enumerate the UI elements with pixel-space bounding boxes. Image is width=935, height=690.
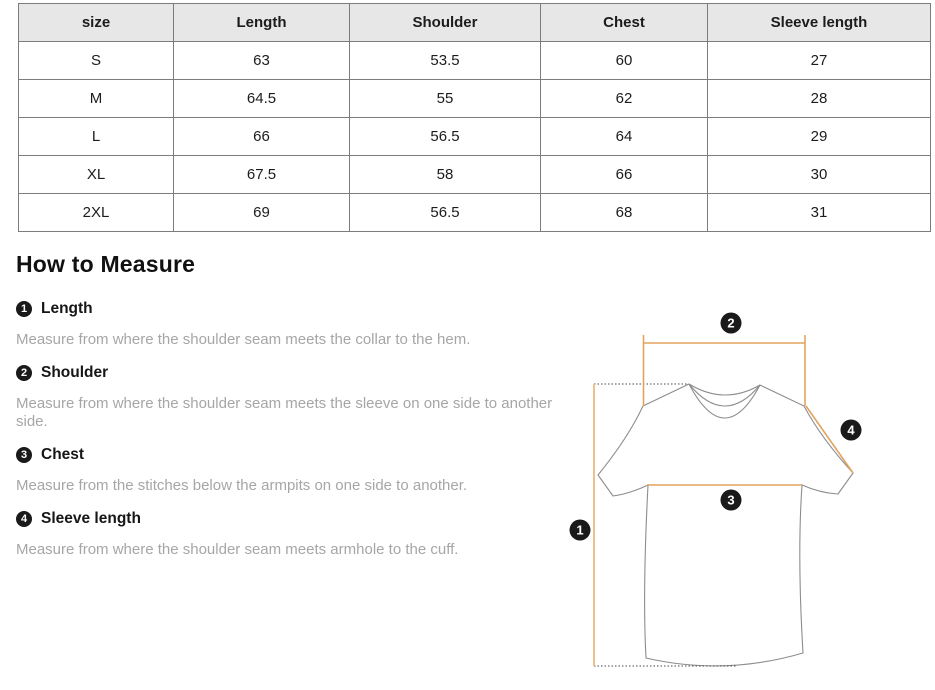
length-cell: 69 bbox=[174, 194, 350, 232]
size-cell: 2XL bbox=[19, 194, 174, 232]
measure-item-label: Chest bbox=[41, 446, 85, 463]
marker-1 bbox=[570, 520, 591, 541]
chest-cell: 68 bbox=[541, 194, 708, 232]
measure-item-label: Length bbox=[41, 300, 93, 317]
tshirt-measurement-diagram bbox=[565, 288, 935, 690]
marker-2-number: 2 bbox=[727, 315, 735, 331]
sleeve-cell: 29 bbox=[708, 118, 931, 156]
chest-cell: 66 bbox=[541, 156, 708, 194]
shoulder-cell: 56.5 bbox=[350, 194, 541, 232]
marker-3-number: 3 bbox=[727, 492, 735, 508]
size-cell: L bbox=[19, 118, 174, 156]
measure-item-label: Shoulder bbox=[41, 364, 109, 381]
marker-1-number: 1 bbox=[576, 522, 584, 538]
step-1-badge: 1 bbox=[16, 301, 32, 317]
sleeve-cell: 28 bbox=[708, 80, 931, 118]
measure-item-sleeve-length bbox=[16, 510, 576, 528]
measure-item-shoulder bbox=[16, 364, 576, 382]
step-3-badge: 3 bbox=[16, 447, 32, 463]
table-row-m bbox=[19, 80, 931, 118]
length-cell: 66 bbox=[174, 118, 350, 156]
measure-item-label: Sleeve length bbox=[41, 510, 141, 527]
shoulder-cell: 53.5 bbox=[350, 42, 541, 80]
size-chart-table bbox=[18, 3, 931, 232]
marker-2 bbox=[721, 313, 742, 334]
measure-section bbox=[0, 288, 935, 690]
table-row-xl bbox=[19, 156, 931, 194]
measure-item-description: Measure from where the shoulder seam meets the collar to the hem. bbox=[16, 331, 471, 348]
size-cell: M bbox=[19, 80, 174, 118]
measure-item-chest bbox=[16, 446, 576, 464]
marker-4 bbox=[841, 420, 862, 441]
chest-cell: 62 bbox=[541, 80, 708, 118]
table-row-2xl bbox=[19, 194, 931, 232]
table-header-row bbox=[19, 4, 931, 42]
table-row-l bbox=[19, 118, 931, 156]
tshirt-outline bbox=[598, 384, 853, 666]
size-table-body bbox=[19, 42, 931, 232]
how-to-measure-title: How to Measure bbox=[16, 251, 196, 277]
shoulder-cell: 56.5 bbox=[350, 118, 541, 156]
column-header-shoulder: Shoulder bbox=[350, 4, 541, 42]
column-header-sleeve-length: Sleeve length bbox=[708, 4, 931, 42]
step-2-badge: 2 bbox=[16, 365, 32, 381]
length-cell: 63 bbox=[174, 42, 350, 80]
chest-cell: 60 bbox=[541, 42, 708, 80]
column-header-chest: Chest bbox=[541, 4, 708, 42]
sleeve-cell: 31 bbox=[708, 194, 931, 232]
column-header-size: size bbox=[19, 4, 174, 42]
measure-item-length bbox=[16, 300, 576, 318]
size-cell: XL bbox=[19, 156, 174, 194]
measure-item-description: Measure from where the shoulder seam meets armhole to the cuff. bbox=[16, 541, 459, 558]
shoulder-cell: 55 bbox=[350, 80, 541, 118]
sleeve-cell: 30 bbox=[708, 156, 931, 194]
measure-list bbox=[16, 294, 576, 559]
length-cell: 67.5 bbox=[174, 156, 350, 194]
chest-cell: 64 bbox=[541, 118, 708, 156]
step-4-badge: 4 bbox=[16, 511, 32, 527]
measure-item-description: Measure from where the shoulder seam meets the sleeve on one side to another side. bbox=[16, 395, 553, 430]
size-guide-page bbox=[0, 3, 935, 558]
sleeve-cell: 27 bbox=[708, 42, 931, 80]
size-cell: S bbox=[19, 42, 174, 80]
length-cell: 64.5 bbox=[174, 80, 350, 118]
table-row-s bbox=[19, 42, 931, 80]
column-header-length: Length bbox=[174, 4, 350, 42]
marker-4-number: 4 bbox=[847, 422, 855, 438]
shoulder-cell: 58 bbox=[350, 156, 541, 194]
marker-3 bbox=[721, 490, 742, 511]
measure-item-description: Measure from the stitches below the armpits on one side to another. bbox=[16, 477, 468, 494]
